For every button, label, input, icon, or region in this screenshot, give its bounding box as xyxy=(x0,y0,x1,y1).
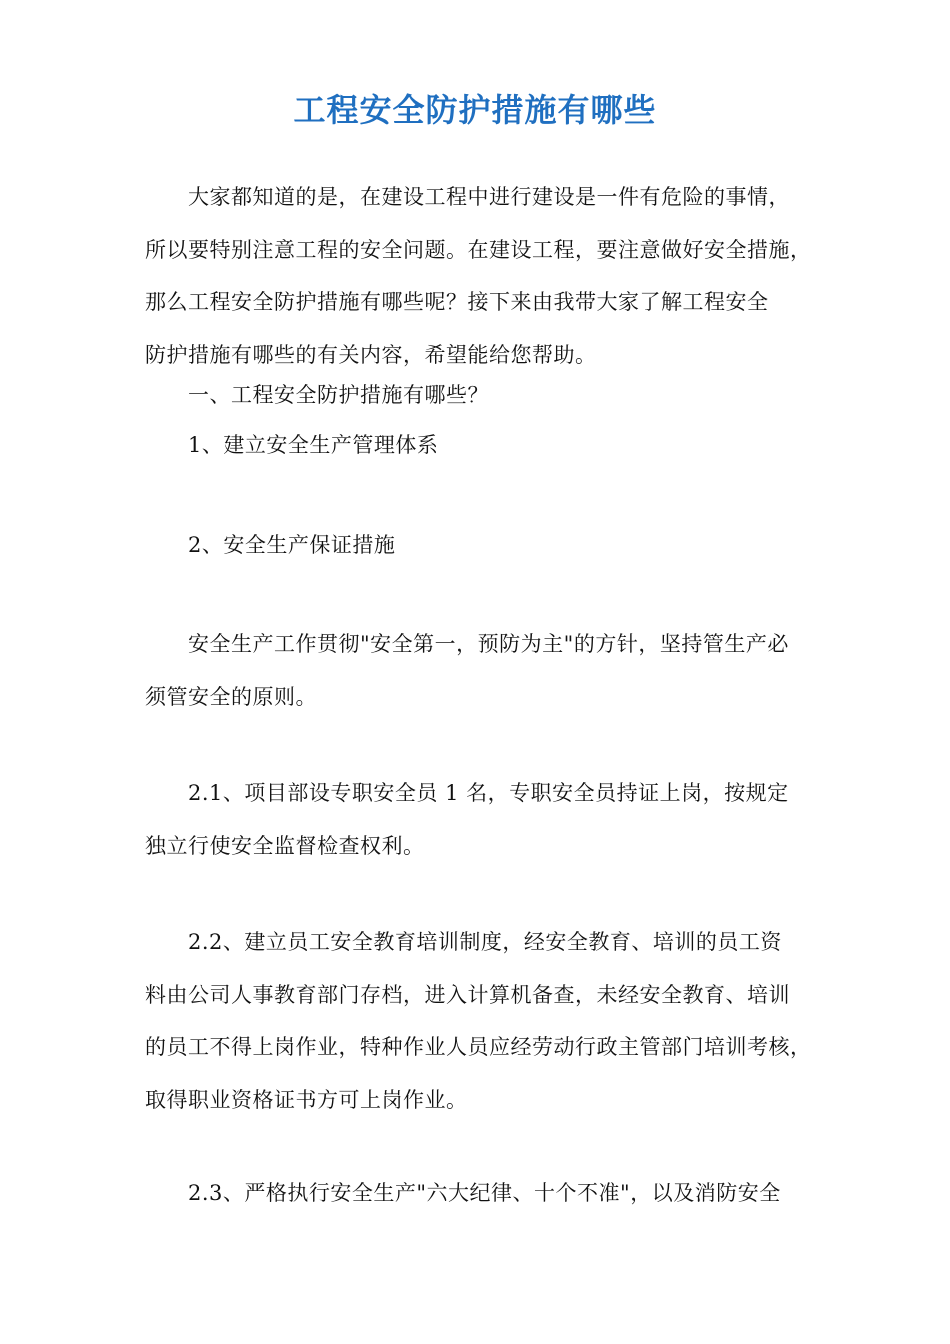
text-line: 须管安全的原则。 xyxy=(145,684,317,709)
paragraph-principle xyxy=(145,618,815,723)
text-line: 2、安全生产保证措施 xyxy=(188,533,396,557)
text-line: 所以要特别注意工程的安全问题。在建设工程，要注意做好安全措施， xyxy=(145,237,812,262)
paragraph-item-2-3 xyxy=(145,1167,815,1220)
text-line: 的员工不得上岗作业，特种作业人员应经劳动行政主管部门培训考核， xyxy=(145,1035,812,1059)
text-line: 一、工程安全防护措施有哪些？ xyxy=(188,383,489,407)
text-line: 2.2、建立员工安全教育培训制度，经安全教育、培训的员工资 xyxy=(188,930,782,954)
text-line: 取得职业资格证书方可上岗作业。 xyxy=(145,1087,468,1112)
paragraph-intro xyxy=(145,171,815,381)
text-line: 2.1、项目部设专职安全员 1 名，专职安全员持证上岗，按规定 xyxy=(188,781,789,805)
list-item-1 xyxy=(145,419,815,472)
text-line: 2.3、严格执行安全生产"六大纪律、十个不准"，以及消防安全 xyxy=(188,1181,781,1205)
list-item-2 xyxy=(145,519,815,572)
text-line: 1、建立安全生产管理体系 xyxy=(188,433,439,457)
text-line: 独立行使安全监督检查权利。 xyxy=(145,833,425,858)
paragraph-item-2-1 xyxy=(145,767,815,872)
text-line: 大家都知道的是，在建设工程中进行建设是一件有危险的事情， xyxy=(188,185,790,209)
text-line: 料由公司人事教育部门存档，进入计算机备查，未经安全教育、培训 xyxy=(145,982,790,1007)
section-heading-1 xyxy=(145,369,815,422)
text-line: 防护措施有哪些的有关内容，希望能给您帮助。 xyxy=(145,342,597,367)
text-line: 安全生产工作贯彻"安全第一，预防为主"的方针，坚持管生产必 xyxy=(188,632,789,656)
document-title: 工程安全防护措施有哪些 xyxy=(293,91,657,129)
text-line: 那么工程安全防护措施有哪些呢？接下来由我带大家了解工程安全 xyxy=(145,290,769,314)
paragraph-item-2-2 xyxy=(145,916,815,1126)
